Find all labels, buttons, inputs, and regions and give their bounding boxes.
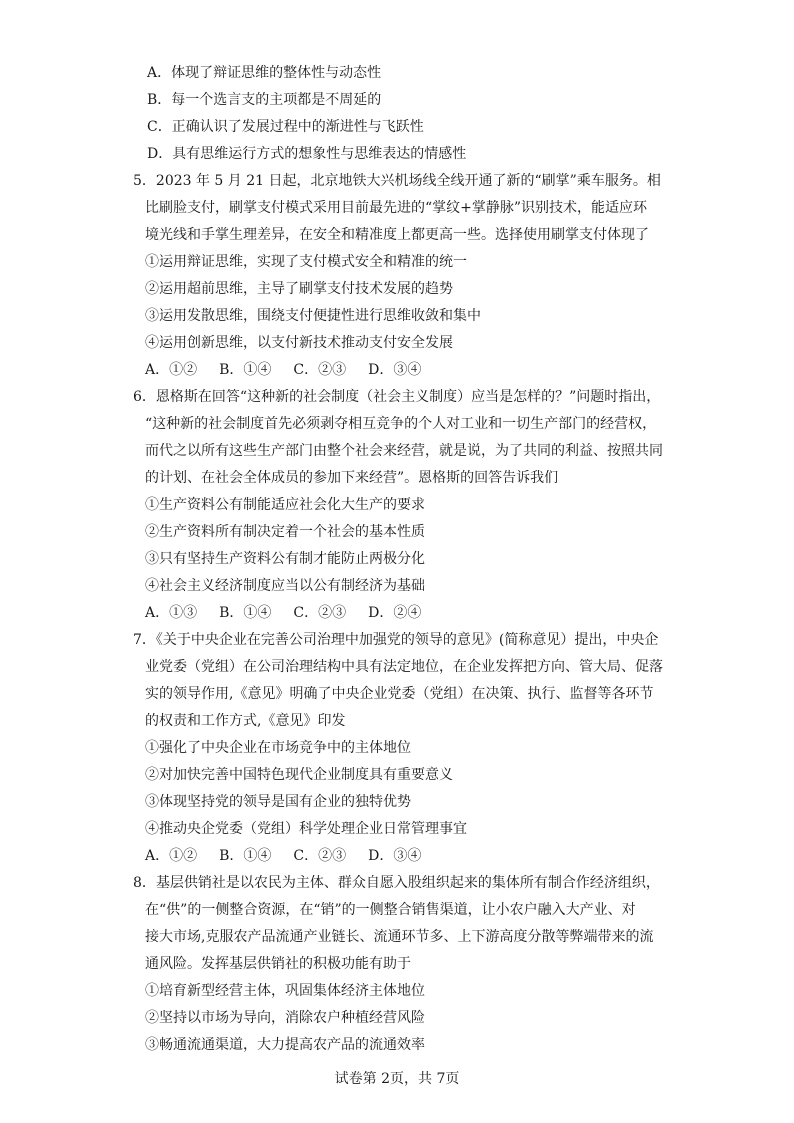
answer-choices <box>145 600 665 627</box>
choice-a: A．①② <box>145 362 198 378</box>
question-7-line: 业党委（党组）在公司治理结构中具有法定地位，在企业发挥把方向、管大局、促落 <box>145 659 663 675</box>
question-7 <box>133 627 665 870</box>
statement: ②对加快完善中国特色现代企业制度具有重要意义 <box>145 767 453 783</box>
choice-b: B．①④ <box>219 848 272 864</box>
question-6-line: 而代之以所有这些生产部门由整个社会来经营，就是说，为了共同的利益、按照共同 <box>145 443 663 459</box>
statement: ①运用辩证思维，实现了支付模式安全和精准的统一 <box>145 254 467 270</box>
option-c: C．正确认识了发展过程中的渐进性与飞跃性 <box>147 119 424 135</box>
answer-choices <box>145 843 665 870</box>
question-5-line: 境光线和手掌生理差异，在安全和精准度上都更高一些。选择使用刷掌支付体现了 <box>145 227 649 243</box>
option-a: A．体现了辩证思维的整体性与动态性 <box>147 65 382 81</box>
statement: ③只有坚持生产资料公有制才能防止两极分化 <box>145 551 425 567</box>
question-6-line: 6．恩格斯在回答“这种新的社会制度（社会主义制度）应当是怎样的？”问题时指出， <box>133 389 661 405</box>
statement: ④运用创新思维，以支付新技术推动支付安全发展 <box>145 335 453 351</box>
choice-d: D．③④ <box>368 848 422 864</box>
statement: ①生产资料公有制能适应社会化大生产的要求 <box>145 497 425 513</box>
option-d: D．具有思维运行方式的想象性与思维表达的情感性 <box>147 146 467 162</box>
choice-a: A．①③ <box>145 605 198 621</box>
choice-c: C．②③ <box>293 605 347 621</box>
question-8-line: 通风险。发挥基层供销社的积极功能有助于 <box>145 956 411 972</box>
choice-c: C．②③ <box>293 848 347 864</box>
statement: ②坚持以市场为导向，消除农户种植经营风险 <box>145 1010 425 1026</box>
question-5 <box>133 168 665 384</box>
question-6-line: “这种新的社会制度首先必须剥夺相互竞争的个人对工业和一切生产部门的经营权， <box>145 416 657 432</box>
question-7-line: 实的领导作用,《意见》明确了中央企业党委（党组）在决策、执行、监督等各环节 <box>145 686 654 702</box>
option-b: B．每一个选言支的主项都是不周延的 <box>147 92 382 108</box>
question-5-line: 比刷脸支付，刷掌支付模式采用目前最先进的“掌纹+掌静脉”识别技术，能适应环 <box>145 200 648 216</box>
choice-c: C．②③ <box>293 362 347 378</box>
question-8-line: 接大市场,克服农产品流通产业链长、流通环节多、上下游高度分散等弊端带来的流 <box>145 929 654 945</box>
question-8-line: 8．基层供销社是以农民为主体、群众自愿入股组织起来的集体所有制合作经济组织， <box>133 875 660 891</box>
question-7-line: 7．《关于中央企业在完善公司治理中加强党的领导的意见》(简称意见）提出，中央企 <box>133 632 659 648</box>
statement: ②生产资料所有制决定着一个社会的基本性质 <box>145 524 425 540</box>
statement: ①培育新型经营主体，巩固集体经济主体地位 <box>145 983 425 999</box>
choice-a: A．①② <box>145 848 198 864</box>
statement: ③畅通流通渠道，大力提高农产品的流通效率 <box>145 1037 425 1053</box>
answer-choices <box>145 357 665 384</box>
question-8-line: 在“供”的一侧整合资源，在“销”的一侧整合销售渠道，让小农户融入大产业、对 <box>145 902 636 918</box>
page-content <box>133 60 665 1059</box>
statement: ④推动央企党委（党组）科学处理企业日常管理事宜 <box>145 821 467 837</box>
question-8 <box>133 870 665 1059</box>
question-5-line: 5．2023 年 5 月 21 日起，北京地铁大兴机场线全线开通了新的“刷掌”乘车服务。相 <box>133 173 661 189</box>
choice-d: D．②④ <box>368 605 422 621</box>
choice-d: D．③④ <box>368 362 422 378</box>
statement: ④社会主义经济制度应当以公有制经济为基础 <box>145 578 425 594</box>
statement: ③运用发散思维，围绕支付便捷性进行思维收敛和集中 <box>145 308 481 324</box>
choice-b: B．①④ <box>219 605 272 621</box>
choice-b: B．①④ <box>219 362 272 378</box>
page-footer: 试卷第 2页，共 7页 <box>334 1071 460 1087</box>
question-7-line: 的权责和工作方式,《意见》印发 <box>145 713 346 729</box>
statement: ①强化了中央企业在市场竞争中的主体地位 <box>145 740 411 756</box>
statement: ②运用超前思维，主导了刷掌支付技术发展的趋势 <box>145 281 453 297</box>
question-6-line: 的计划、在社会全体成员的参加下来经营”。恩格斯的回答告诉我们 <box>145 470 559 486</box>
statement: ③体现坚持党的领导是国有企业的独特优势 <box>145 794 411 810</box>
question-6 <box>133 384 665 627</box>
